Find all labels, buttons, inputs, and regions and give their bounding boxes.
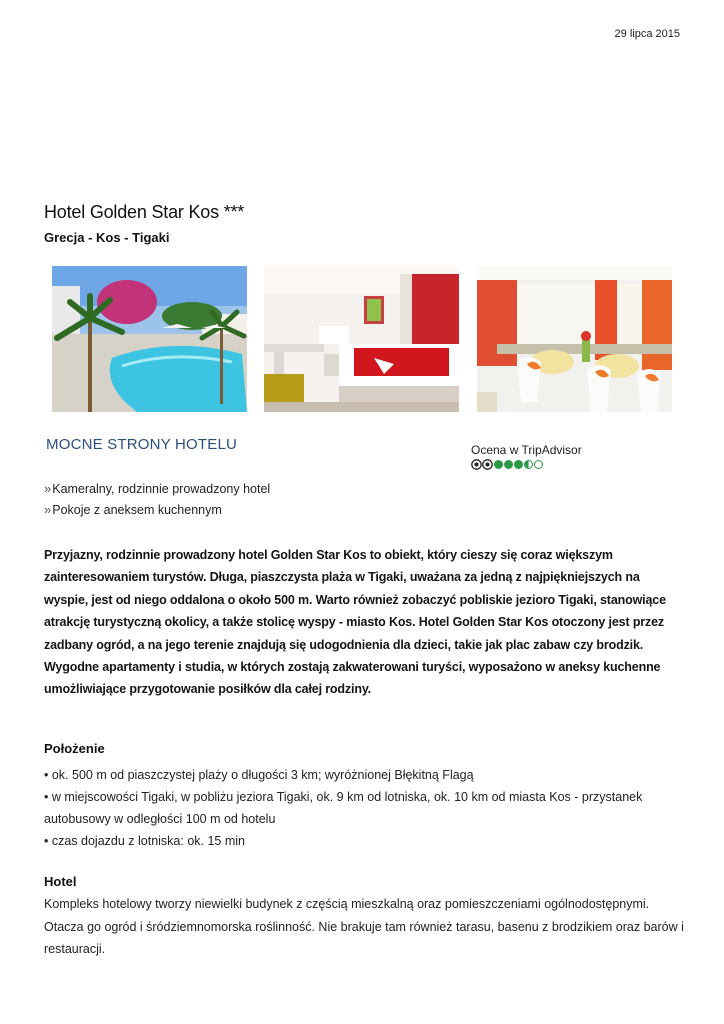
location-item: • ok. 500 m od piaszczystej plaży o długości 3 km; wyróżnionej Błękitną Flagą (44, 768, 474, 782)
double-chevron-icon: » (44, 502, 52, 517)
hotel-location: Grecja - Kos - Tigaki (44, 230, 170, 245)
location-item: • czas dojazdu z lotniska: ok. 15 min (44, 834, 246, 848)
rating-bubble-half-icon (524, 460, 533, 469)
hotel-photo-gallery (52, 266, 672, 412)
location-item: • w miejscowości Tigaki, w pobliżu jeziora Tigaki, ok. 9 km od lotniska, ok. 10 km od miasta Kos - przystanek autobusowy w odległości 100 m od hotelu (44, 790, 643, 826)
restaurant-photo (477, 266, 672, 412)
hotel-description: Kompleks hotelowy tworzy niewielki budynek z częścią mieszkalną oraz pomieszczeniami ogólnodostępnymi. Otacza go ogród i śródziemnomorska roślinność. Nie brakuje tam również tarasu, basenu z brodzikiem oraz barów i restauracji. (44, 897, 684, 956)
rating-bubble-empty-icon (534, 460, 543, 469)
hotel-heading: Hotel (44, 874, 77, 889)
location-list (44, 764, 684, 852)
strengths-title: MOCNE STRONY HOTELU (46, 436, 238, 453)
strength-item: »Pokoje z aneksem kuchennym (44, 502, 222, 517)
strengths-list (44, 480, 270, 522)
document-date: 29 lipca 2015 (614, 28, 680, 40)
double-chevron-icon: » (44, 481, 52, 496)
strength-item: »Kameralny, rodzinnie prowadzony hotel (44, 481, 271, 496)
bedroom-photo (264, 266, 459, 412)
hotel-name: Hotel Golden Star Kos *** (44, 202, 245, 222)
rating-bubble-icon (494, 460, 503, 469)
tripadvisor-rating (471, 443, 582, 470)
tripadvisor-owl-icon (471, 459, 493, 470)
rating-bubble-icon (514, 460, 523, 469)
location-heading: Położenie (44, 741, 105, 756)
tripadvisor-label: Ocena w TripAdvisor (471, 443, 582, 457)
tripadvisor-bubbles (471, 459, 582, 470)
pool-photo (52, 266, 247, 412)
intro-paragraph: Przyjazny, rodzinnie prowadzony hotel Golden Star Kos to obiekt, który cieszy się coraz większym zainteresowaniem turystów. Długa, piaszczysta plaża w Tigaki, uważana za jedną z najpiękniejszych na wyspie, jest od niego oddalona o około 500 m. Warto również zobaczyć pobliskie jezioro Tigaki, stanowiące atrakcję turystyczną okolicy, a także stolicę wyspy - miasto Kos. Hotel Golden Star Kos otoczony jest przez zadbany ogród, a na jego terenie znajdują się udogodnienia dla dzieci, takie jak plac zabaw czy brodzik. Wygodne apartamenty i studia, w których zostają zakwaterowani turyści, wyposażono w aneksy kuchenne umożliwiające przygotowanie posiłków dla całej rodziny. (44, 548, 666, 697)
rating-bubble-icon (504, 460, 513, 469)
